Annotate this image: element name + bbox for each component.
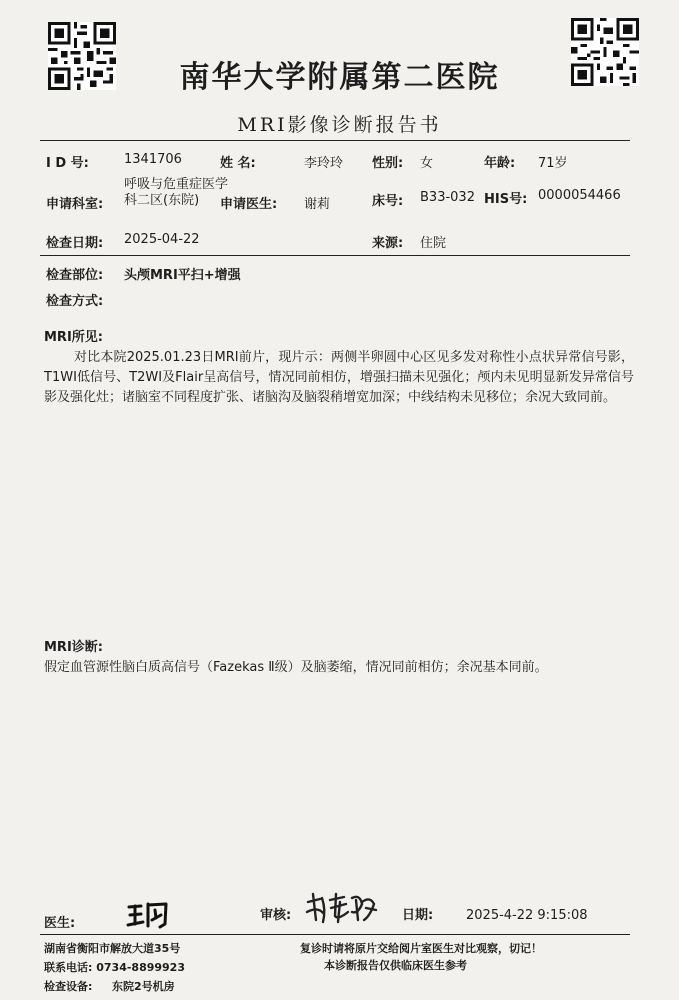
source-label: 来源: — [372, 236, 404, 251]
findings-heading: MRI所见: — [44, 330, 103, 345]
top-divider — [40, 140, 630, 141]
findings-text: 对比本院2025.01.23日MRI前片，现片示：两侧半卵圆中心区见多发对称性小点状异常信号影，T1WI低信号、T2WI及Flair呈高信号，情况同前相仿，增强扫描未见强化；颅内未见明显新发异常信号影及强化灶；诸脑室不同程度扩张、诸脑沟及脑裂稍增宽加深；中线结构未见移位；余况大致同前。 — [44, 350, 634, 405]
exam-method-label: 检查方式: — [46, 294, 104, 309]
signing-doctor-label: 医生: — [44, 916, 76, 931]
doctor-signature — [126, 900, 176, 934]
name-value: 李玲玲 — [304, 156, 344, 171]
doctor-label: 申请医生: — [220, 197, 278, 212]
exam-date-value: 2025-04-22 — [124, 232, 200, 247]
dept-value: 呼吸与危重症医学科二区(东院) — [124, 177, 229, 208]
followup-notice: 复诊时请将原片交给阅片室医生对比观察，切记！ — [300, 942, 542, 955]
name-label: 姓 名: — [220, 156, 256, 171]
review-label: 审核: — [260, 908, 292, 923]
sex-value: 女 — [420, 156, 434, 171]
info-divider — [40, 255, 630, 256]
report-subtitle: MRI影像诊断报告书 — [237, 114, 442, 136]
reviewer-signature — [304, 890, 380, 930]
device-label: 检查设备: — [44, 980, 93, 993]
device-value: 东院2号机房 — [112, 980, 175, 993]
his-label: HIS号: — [484, 192, 528, 207]
contact-phone: 联系电话: 0734-8899923 — [44, 961, 185, 974]
age-value: 71岁 — [538, 156, 568, 171]
id-label: I D 号: — [46, 156, 89, 171]
doctor-value: 谢莉 — [304, 197, 331, 212]
sex-label: 性别: — [372, 156, 404, 171]
source-value: 住院 — [420, 236, 447, 251]
exam-part-label: 检查部位: — [46, 268, 104, 283]
id-value: 1341706 — [124, 152, 182, 167]
sign-date-value: 2025-4-22 9:15:08 — [466, 908, 588, 923]
sign-date-label: 日期: — [402, 908, 434, 923]
exam-date-label: 检查日期: — [46, 236, 104, 251]
exam-part-value: 头颅MRI平扫+增强 — [124, 268, 241, 283]
hospital-address: 湖南省衡阳市解放大道35号 — [44, 942, 181, 955]
footer-divider — [40, 934, 630, 935]
reference-notice: 本诊断报告仅供临床医生参考 — [324, 959, 467, 972]
his-value: 0000054466 — [538, 188, 621, 203]
hospital-title: 南华大学附属第二医院 — [179, 60, 500, 95]
dept-label: 申请科室: — [46, 197, 104, 212]
diagnosis-text: 假定血管源性脑白质高信号（Fazekas Ⅱ级）及脑萎缩，情况同前相仿；余况基本同前。 — [44, 660, 548, 675]
age-label: 年龄: — [484, 156, 516, 171]
bed-label: 床号: — [372, 194, 404, 209]
bed-value: B33-032 — [420, 190, 475, 205]
diagnosis-heading: MRI诊断: — [44, 640, 103, 655]
